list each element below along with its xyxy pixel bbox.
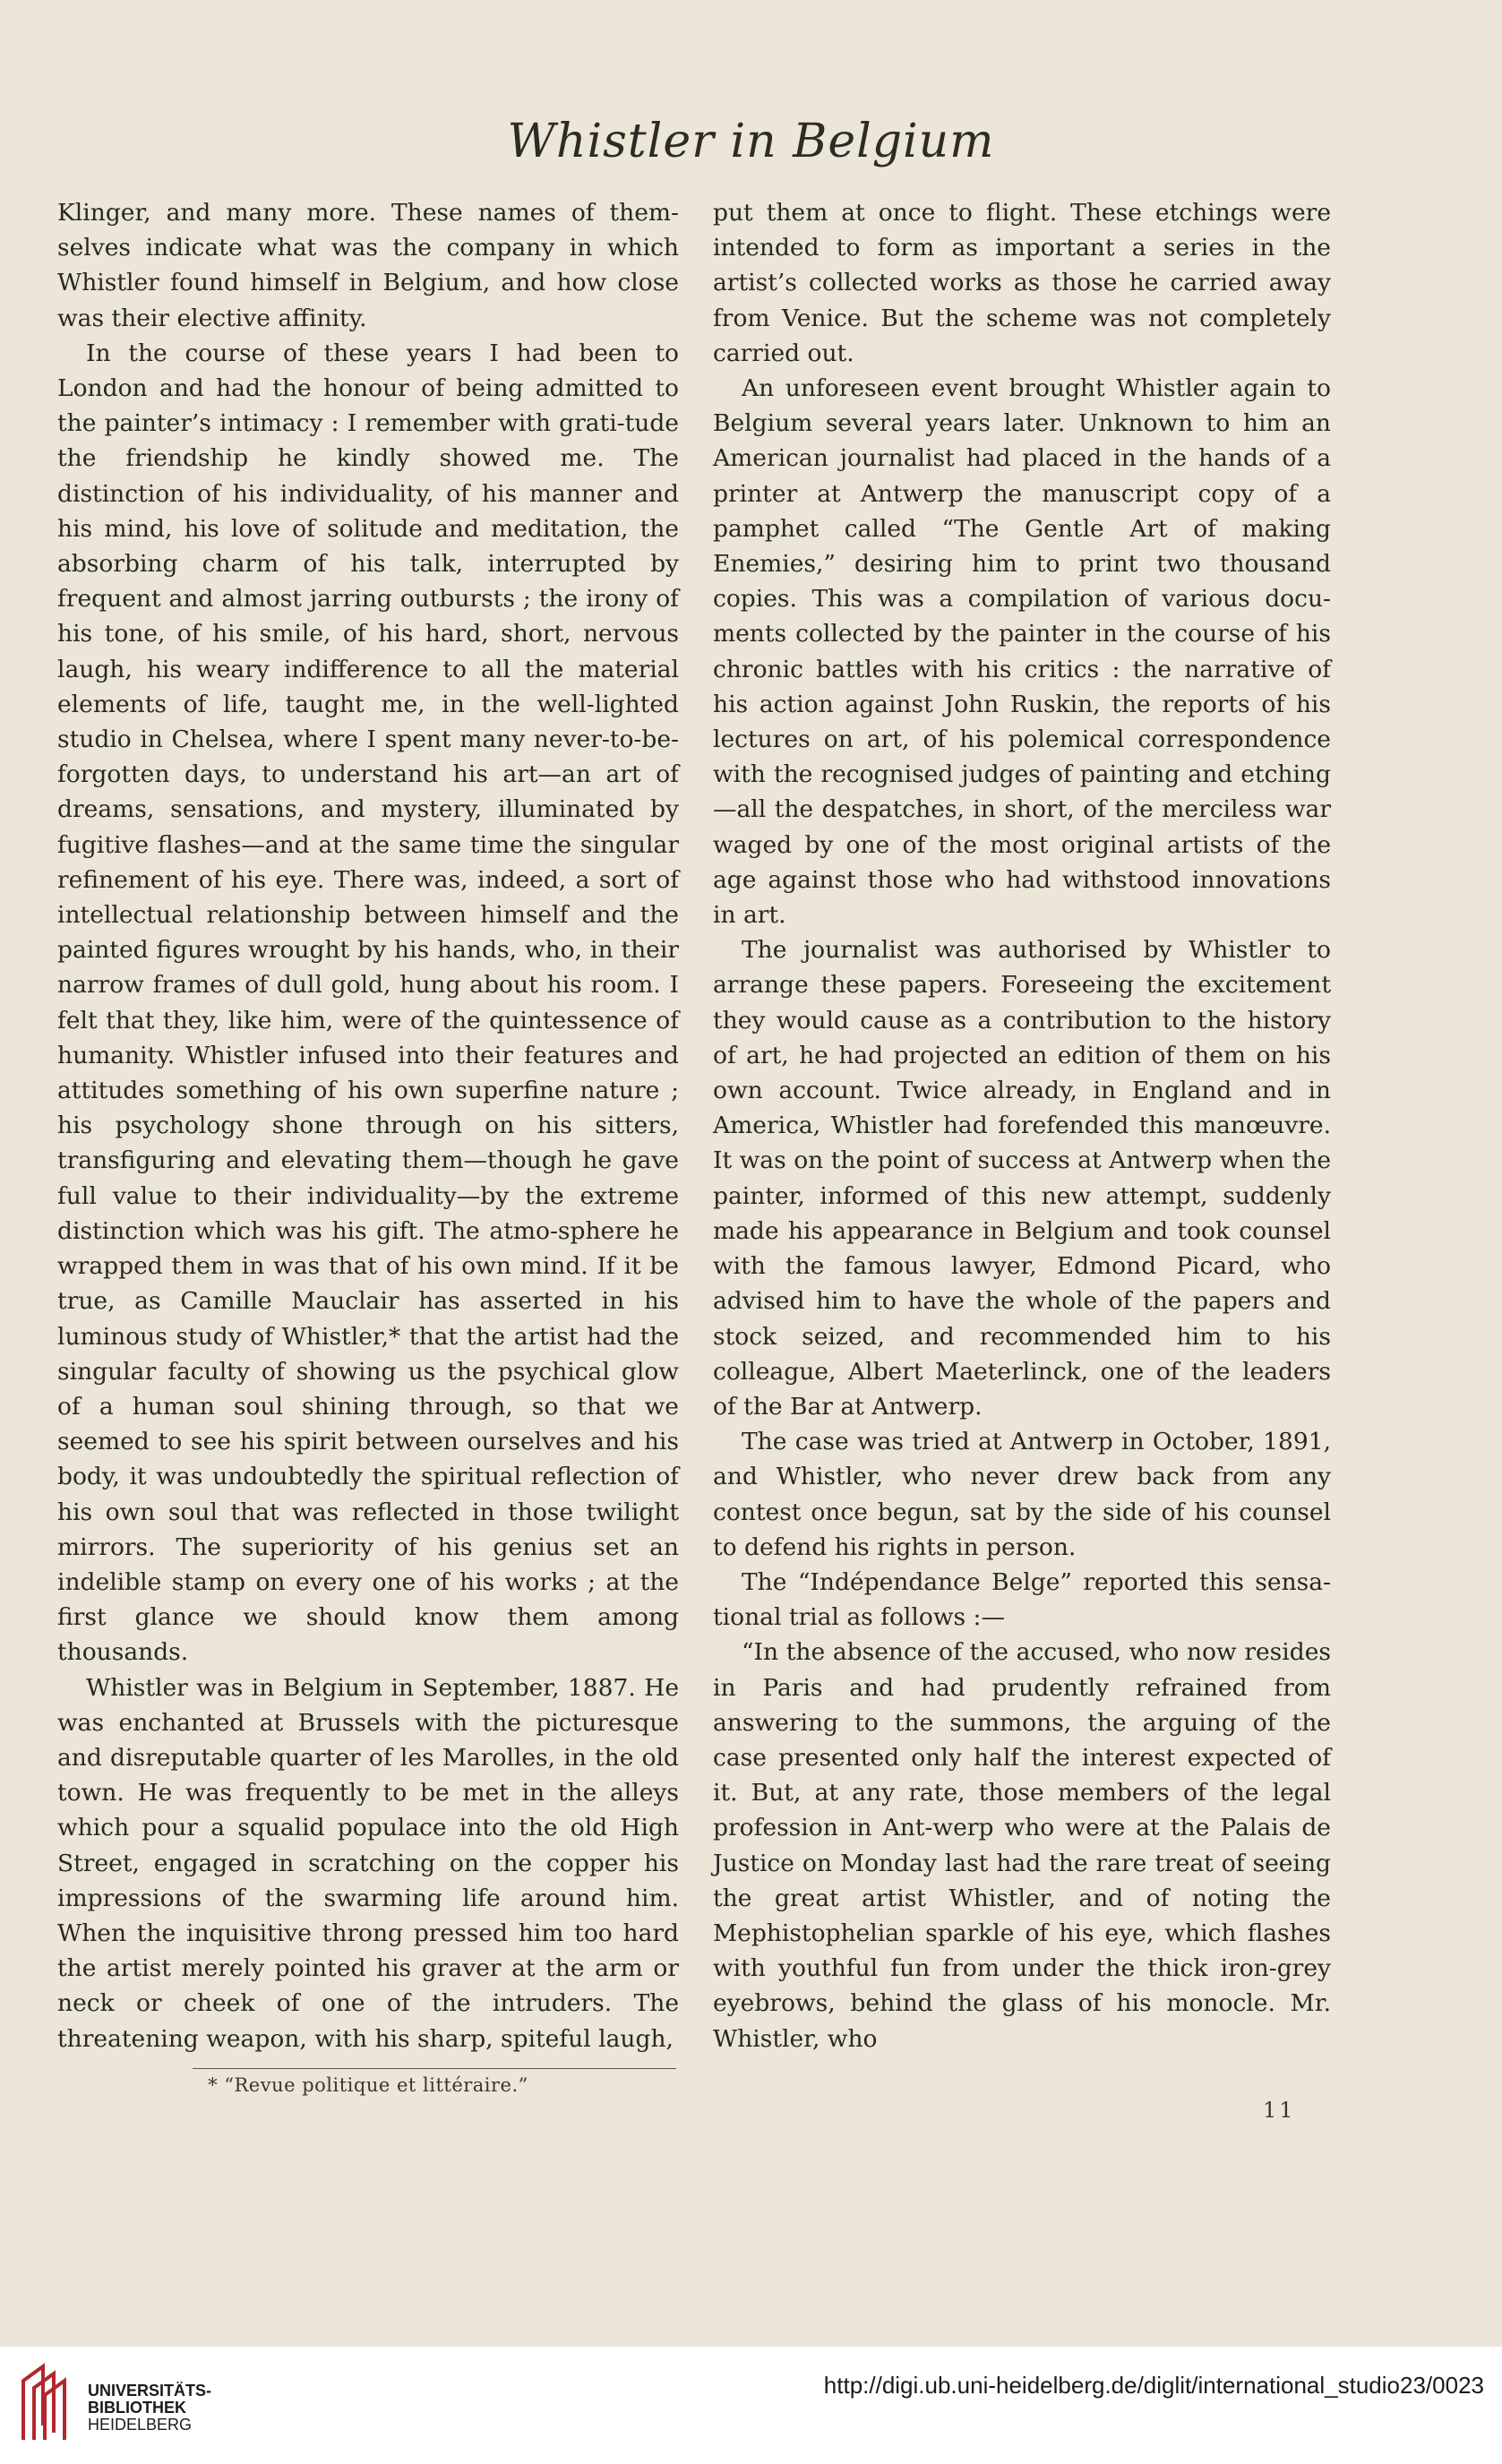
library-name-line: UNIVERSITÄTS-	[88, 2382, 212, 2400]
right-column	[713, 195, 1331, 2056]
paragraph: put them at once to flight. These etchings were intended to form as important a series in the artist’s collected works as those he carried away from Venice. But the scheme was not completely carried out.	[713, 199, 1331, 367]
page-number: 11	[1263, 2098, 1296, 2123]
footnote: * “Revue politique et littéraire.”	[208, 2074, 528, 2096]
source-url-link[interactable]: http://digi.ub.uni-heidelberg.de/diglit/international_studio23/0023	[823, 2372, 1484, 2399]
library-logo-icon	[16, 2361, 79, 2443]
paragraph: Klinger, and many more. These names of them-selves indicate what was the company in which Whistler found himself in Belgium, and how close was their elective affinity.	[57, 199, 679, 332]
running-head: Whistler in Belgium	[507, 115, 995, 168]
paragraph: In the course of these years I had been to London and had the honour of being admitted to the painter’s intimacy : I remember with grati-tude the friendship he kindly showed me. The distinction of his individuality, of his manner and his mind, his love of solitude and meditation, the absorbing charm of his talk, interrupted by frequent and almost jarring outbursts ; the irony of his tone, of his smile, of his hard, short, nervous laugh, his weary indifference to all the material elements of life, taught me, in the well-lighted studio in Chelsea, where I spent many never-to-be-forgotten days, to understand his art—an art of dreams, sensations, and mystery, illuminated by fugitive flashes—and at the same time the singular refinement of his eye. There was, indeed, a sort of intellectual relationship between himself and the painted figures wrought by his hands, who, in their narrow frames of dull gold, hung about his room. I felt that they, like him, were of the quintessence of humanity. Whistler infused into their features and attitudes something of his own superfine nature ; his psychology shone through on his sitters, transfiguring and elevating them—though he gave full value to their individuality—by the extreme distinction which was his gift. The atmo-sphere he wrapped them in was that of his own mind. If it be true, as Camille Mauclair has asserted in his luminous study of Whistler,* that the artist had the singular faculty of showing us the psychical glow of a human soul shining through, so that we seemed to see his spirit between ourselves and his body, it was undoubtedly the spiritual reflection of his own soul that was reflected in those twilight mirrors. The superiority of his genius set an indelible stamp on every one of his works ; at the first glance we should know them among thousands.	[57, 339, 679, 1667]
library-name	[88, 2382, 211, 2434]
paragraph: Whistler was in Belgium in September, 1887. He was enchanted at Brussels with the picturesque and disreputable quarter of les Marolles, in the old town. He was frequently to be met in the alleys which pour a squalid populace into the old High Street, engaged in scratching on the copper his impressions of the swarming life around him. When the inquisitive throng pressed him too hard the artist merely pointed his graver at the arm or neck or cheek of one of the intruders. The threatening weapon, with his sharp, spiteful laugh,	[57, 1673, 679, 2053]
paragraph: The journalist was authorised by Whistler to arrange these papers. Foreseeing the excitement they would cause as a contribution to the history of art, he had projected an edition of them on his own account. Twice already, in England and in America, Whistler had forefended this manœuvre. It was on the point of success at Antwerp when the painter, informed of this new attempt, suddenly made his appearance in Belgium and took counsel with the famous lawyer, Edmond Picard, who advised him to have the whole of the papers and stock seized, and recommended him to his colleague, Albert Maeterlinck, one of the leaders of the Bar at Antwerp.	[713, 936, 1331, 1421]
paragraph: The case was tried at Antwerp in October, 1891, and Whistler, who never drew back from any contest once begun, sat by the side of his counsel to defend his rights in person.	[713, 1428, 1331, 1561]
library-footer	[0, 2347, 1502, 2464]
left-column	[57, 195, 679, 2056]
library-name-line: HEIDELBERG	[88, 2416, 193, 2434]
paragraph: An unforeseen event brought Whistler again to Belgium several years later. Unknown to him an American journalist had placed in the hands of a printer at Antwerp the manuscript copy of a pamphet called “The Gentle Art of making Enemies,” desiring him to print two thousand copies. This was a compilation of various docu-ments collected by the painter in the course of his chronic battles with his critics : the narrative of his action against John Ruskin, the reports of his lectures on art, of his polemical correspondence with the recognised judges of painting and etching —all the despatches, in short, of the merciless war waged by one of the most original artists of the age against those who had withstood innovations in art.	[713, 374, 1331, 930]
quoted-paragraph: “In the absence of the accused, who now resides in Paris and had prudently refrained from answering to the summons, the arguing of the case presented only half the interest expected of it. But, at any rate, those members of the legal profession in Ant-werp who were at the Palais de Justice on Monday last had the rare treat of seeing the great artist Whistler, and of noting the Mephistophelian sparkle of his eye, which flashes with youthful fun from under the thick iron-grey eyebrows, behind the glass of his monocle. Mr. Whistler, who	[713, 1638, 1331, 2053]
library-name-line: BIBLIOTHEK	[88, 2399, 186, 2417]
footnote-rule	[193, 2068, 676, 2069]
paragraph: The “Indépendance Belge” reported this sensa-tional trial as follows :—	[713, 1567, 1331, 1632]
